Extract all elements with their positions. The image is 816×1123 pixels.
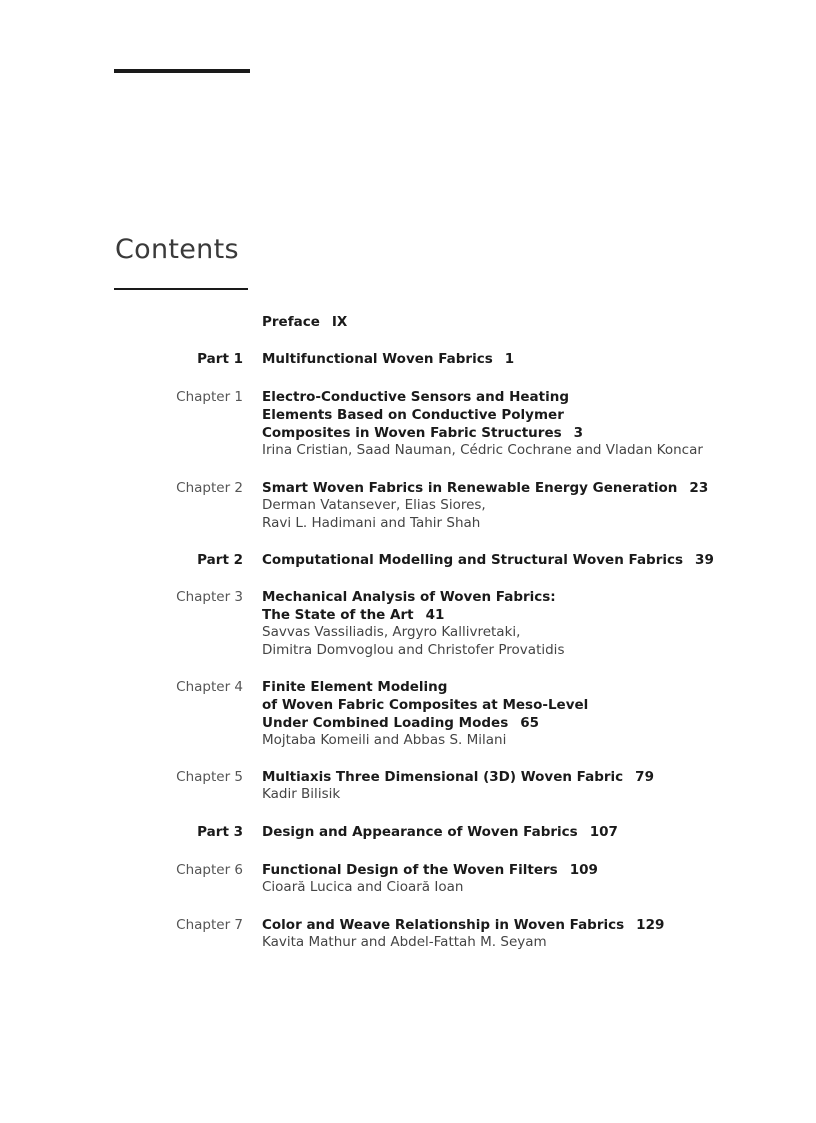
entry-authors: Irina Cristian, Saad Nauman, Cédric Cochrane and Vladan Koncar [262,442,703,458]
entry-title-text: Smart Woven Fabrics in Renewable Energy Generation [262,480,678,496]
contents-heading: Contents [115,234,239,265]
entry-label: Chapter 1 [176,389,243,405]
entry-title [262,678,782,732]
entry-title [262,551,782,569]
entry-title [262,861,782,879]
entry-title-text: Multifunctional Woven Fabrics [262,351,493,367]
entry-authors: Mojtaba Komeili and Abbas S. Milani [262,732,507,748]
entry-page: 23 [689,480,709,496]
entry-label: Chapter 7 [176,917,243,933]
entry-title-text: Finite Element Modeling of Woven Fabric Composites at Meso-Level Under Combined Loading Modes [262,679,589,731]
heading-underline [114,288,248,290]
entry-page: 109 [569,862,598,878]
entry-page: 39 [695,552,714,568]
entry-label: Chapter 6 [176,862,243,878]
entry-title [262,350,782,368]
entry-page: 3 [573,425,584,441]
entry-title-text: Preface [262,314,320,330]
entry-label: Chapter 4 [176,679,243,695]
entry-title-text: Electro-Conductive Sensors and Heating Elements Based on Conductive Polymer Composites in Woven Fabric Structures [262,389,569,441]
entry-title [262,823,782,841]
entry-authors: Kavita Mathur and Abdel-Fattah M. Seyam [262,934,547,950]
entry-authors: Kadir Bilisik [262,786,341,802]
entry-title [262,768,782,786]
entry-title [262,479,782,497]
entry-label: Part 2 [197,552,243,568]
entry-label: Chapter 5 [176,769,243,785]
entry-title-text: Computational Modelling and Structural Woven Fabrics [262,552,684,568]
entry-authors: Savvas Vassiliadis, Argyro Kallivretaki, Dimitra Domvoglou and Christofer Provatidis [262,624,565,658]
entry-title [262,916,782,934]
entry-page: 107 [589,824,618,840]
entry-title-text: Color and Weave Relationship in Woven Fabrics [262,917,625,933]
entry-title-text: Functional Design of the Woven Filters [262,862,558,878]
entry-title [262,313,782,331]
top-rule [114,69,250,73]
entry-page: IX [331,314,348,330]
entry-title-text: Multiaxis Three Dimensional (3D) Woven Fabric [262,769,624,785]
entry-authors: Cioară Lucica and Cioară Ioan [262,879,464,895]
entry-title [262,388,782,442]
entry-label: Part 1 [197,351,243,367]
entry-page: 41 [425,607,445,623]
entry-page: 1 [504,351,515,367]
entry-label: Chapter 3 [176,589,243,605]
entry-title-text: Mechanical Analysis of Woven Fabrics: The State of the Art [262,589,556,623]
entry-page: 65 [520,715,540,731]
entry-authors: Derman Vatansever, Elias Siores, Ravi L. Hadimani and Tahir Shah [262,497,486,531]
entry-title-text: Design and Appearance of Woven Fabrics [262,824,578,840]
entry-label: Part 3 [197,824,243,840]
entry-page: 79 [635,769,654,785]
entry-title [262,588,782,624]
entry-page: 129 [636,917,665,933]
entry-label: Chapter 2 [176,480,243,496]
